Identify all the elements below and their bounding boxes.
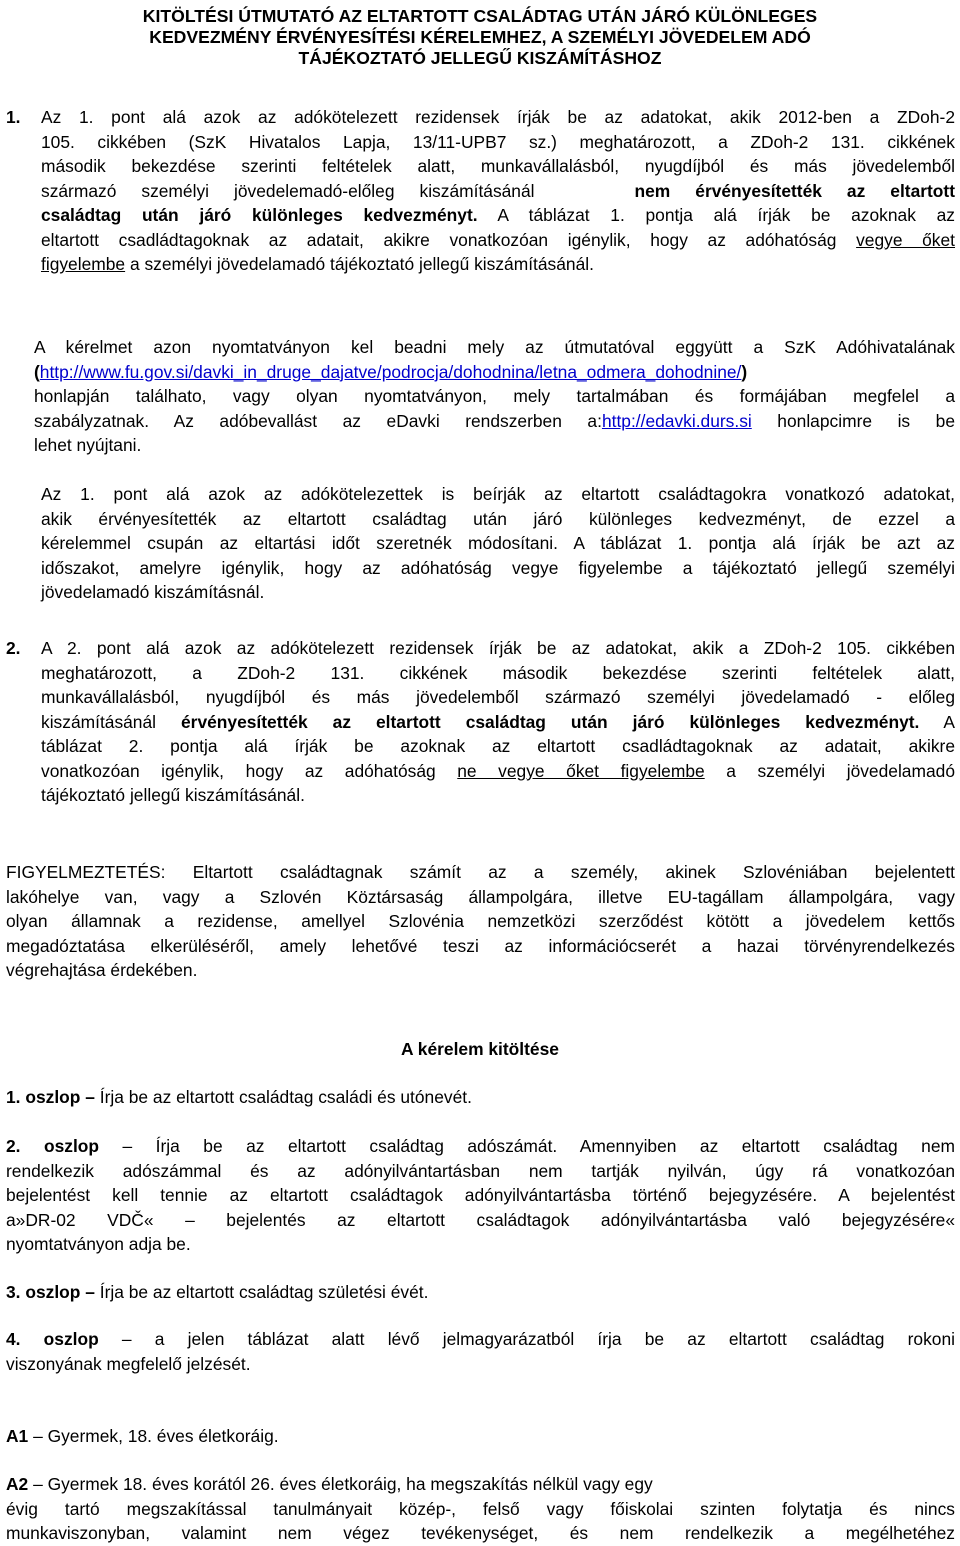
text-line: FIGYELMEZTETÉS: Eltartott családtagnak számít az a személy, akinek Szlovéniában bejelentett	[6, 862, 955, 882]
column-label: 3. oszlop	[6, 1282, 81, 1302]
text-line: Az 1. pont alá azok az adókötelezett rezidensek írják be az adatokat, akik 2012-ben a ZDoh-2	[41, 107, 955, 127]
text-line: kérelemmel csupán az eltartási időt szeretnék módosítani. A táblázat 1. pontja alá írják be azt az	[41, 533, 955, 553]
text-line: A kérelmet azon nyomtatványon kel beadni mely az útmutatóval eggyütt a SzK Adóhivatalának	[34, 337, 955, 357]
text-line: viszonyának megfelelő jelzését.	[6, 1353, 251, 1374]
legend-a1	[6, 1424, 955, 1449]
bold-text: családtag után járó különleges kedvezményt.	[41, 205, 478, 225]
bracket: (	[34, 361, 40, 382]
text-segment: vonatkozóan igénylik, hogy az adóhatóság	[41, 760, 458, 781]
text-line: bejelentést kell tennie az eltartott családtagok adónyilvántartásba történő bejegyzésére. A bejelentést	[6, 1185, 955, 1205]
text-line	[34, 409, 955, 434]
underlined-text: figyelembe	[41, 254, 126, 274]
column-label: 2. oszlop	[6, 1136, 100, 1156]
text-line: a»DR-02 VDČ« – bejelentés az eltartott családtagok adónyilvántartásba való bejegyzésére«	[6, 1209, 955, 1230]
text-line: második bekezdése szerinti feltételek alatt, munkavállalásból, nyugdíjból és más jövedelemből	[41, 156, 955, 176]
text-line	[41, 203, 955, 228]
text-segment: – Írja be az eltartott családtag adószámát. Amennyiben az eltartott családtag nem	[99, 1136, 955, 1156]
text-segment: szabályzatnak. Az adóbevallást az eDavki rendszerben a:	[34, 410, 602, 431]
text-line: tájékoztató jellegű kiszámításánál.	[41, 785, 305, 805]
text-line: akik érvényesítették az eltartott családtag után járó különleges kedvezményt, de ezzel a	[41, 508, 955, 529]
submission-paragraph	[34, 335, 955, 458]
text-segment: – Gyermek 18. éves korától 26. éves életkoráig, ha megszakítás nélkül vagy egy	[28, 1474, 653, 1494]
text-line	[6, 1134, 955, 1159]
title-line: KEDVEZMÉNY ÉRVÉNYESÍTÉSI KÉRELEMHEZ, A SZEMÉLYI JÖVEDELEM ADÓ	[149, 27, 811, 47]
bold-text: nem érvényesítették az eltartott	[634, 180, 956, 201]
text-line	[34, 360, 955, 385]
section-number: 1.	[6, 107, 21, 127]
title-line: KITÖLTÉSI ÚTMUTATÓ AZ ELTARTOTT CSALÁDTAG UTÁN JÁRÓ KÜLÖNLEGES	[142, 6, 818, 26]
text-line: végrehajtása érdekében.	[6, 960, 198, 980]
text-line	[41, 710, 955, 735]
text-line	[6, 1424, 955, 1449]
text-line	[41, 228, 955, 253]
section-heading: A kérelem kitöltése	[401, 1039, 559, 1059]
text-line: honlapján találhato, vagy olyan nyomtatványon, mely tartalmában és formájában megfelel a	[34, 386, 955, 406]
text-line: rendelkezik adószámmal és az adónyilvántartásban nem tartják nyilván, úgy rá vonatkozóan	[6, 1160, 955, 1181]
column-4-instruction	[6, 1327, 955, 1376]
warning-paragraph	[6, 860, 955, 983]
text-line: táblázat 2. pontja alá írják be azoknak az eltartott csadládtagoknak az adatait, akikre	[41, 736, 955, 756]
text-segment: kiszámításánál	[41, 711, 182, 732]
text-segment: Írja be az eltartott családtag születési évét.	[99, 1282, 429, 1302]
text-segment: származó személyi jövedelemadó-előleg kiszámításánál	[41, 180, 535, 201]
text-line	[6, 1280, 955, 1305]
column-2-instruction	[6, 1134, 955, 1257]
text-line	[41, 252, 955, 277]
underlined-text: ne vegye őket figyelembe	[457, 760, 705, 781]
text-segment: – Gyermek, 18. éves életkoráig.	[28, 1426, 279, 1446]
column-3-instruction	[6, 1280, 955, 1305]
document-title	[0, 6, 960, 69]
text-line: munkaviszonyban, valamint nem végez tevékenységet, és nem rendelkezik a megélhetéhez	[6, 1523, 955, 1543]
text-line	[41, 179, 955, 204]
text-line: munkavállalásból, nyugdíjból és más jövedelemből származó személyi jövedelamadó - előleg	[41, 687, 955, 707]
column-label: 4. oszlop	[6, 1329, 99, 1349]
bracket: )	[741, 361, 748, 382]
section-number: 2.	[6, 638, 21, 658]
title-line: TÁJÉKOZTATÓ JELLEGŰ KISZÁMÍTÁSHOZ	[298, 48, 662, 68]
text-line: meghatározott, a ZDoh-2 131. cikkének második bekezdése szerinti feltételek alatt,	[41, 662, 955, 683]
section-1-paragraph	[41, 105, 955, 277]
dash: –	[80, 1087, 100, 1107]
text-segment: A táblázat 1. pontja alá írják be azoknak az	[477, 205, 955, 225]
column-label: 1. oszlop	[6, 1087, 81, 1107]
text-line: időszakot, amelyre igénylik, hogy az adóhatóság vegye figyelembe a tájékoztató jellegű személyi	[41, 557, 955, 578]
section-2-paragraph	[41, 636, 955, 808]
text-line: 105. cikkében (SzK Hivatalos Lapja, 13/11-UPB7 sz.) meghatározott, a ZDoh-2 131. cikkének	[41, 131, 955, 152]
text-line: A 2. pont alá azok az adókötelezett rezidensek írják be az adatokat, akik a ZDoh-2 105. cikkében	[41, 638, 955, 658]
text-line	[41, 759, 955, 784]
text-segment: honlapcimre is be	[751, 410, 955, 431]
text-line: megadóztatása elkerüléséről, amely lehetővé teszi az információcserét a hazai törvényrendelkezés	[6, 935, 955, 956]
adohivatal-link[interactable]: http://www.fu.gov.si/davki_in_druge_dajatve/podrocja/dohodnina/letna_odmera_dohodnine/	[39, 361, 742, 382]
text-line: lehet nyújtani.	[34, 435, 142, 455]
legend-code: A2	[6, 1474, 29, 1494]
text-line: évig tartó megszakítással tanulmányait közép-, felső vagy főiskolai szinten folytatja és nincs	[6, 1498, 955, 1519]
text-segment: – a jelen táblázat alatt lévő jelmagyarázatból írja be az eltartott családtag rokoni	[98, 1329, 955, 1349]
bold-text: érvényesítették az eltartott családtag után járó különleges kedvezményt.	[181, 711, 920, 732]
column-1-instruction	[6, 1085, 955, 1110]
legend-a2	[6, 1472, 955, 1546]
text-segment: a személyi jövedelamadó	[704, 760, 955, 781]
text-segment: A	[919, 711, 955, 732]
text-segment: eltartott csadládtagoknak az adatait, akikre vonatkozóan igénylik, hogy az adóhatóság	[41, 229, 857, 250]
text-segment: a személyi jövedelamadó tájékoztató jellegű kiszámításánál.	[125, 254, 594, 274]
text-line	[6, 1327, 955, 1352]
text-segment: Írja be az eltartott családtag családi és utónevét.	[99, 1087, 472, 1107]
underlined-text: vegye őket	[856, 229, 956, 250]
text-line: Az 1. pont alá azok az adókötelezettek is beírják az eltartott családtagokra vonatkozó adatokat,	[41, 484, 955, 504]
text-line: lakóhelye van, vagy a Szlovén Köztársaság állampolgára, illetve EU-tagállam állampolgára, vagy	[6, 886, 955, 907]
legend-code: A1	[6, 1426, 29, 1446]
text-line: nyomtatványon adja be.	[6, 1234, 191, 1254]
text-line: olyan államnak a rezidense, amellyel Szlovénia nemzetközi szerződést kötött a jövedelem kettős	[6, 911, 955, 931]
text-line: jövedelamadó kiszámításnál.	[41, 582, 265, 602]
text-line	[6, 1085, 955, 1110]
edavki-link[interactable]: http://edavki.durs.si	[601, 410, 752, 431]
dash: –	[80, 1282, 100, 1302]
modification-paragraph	[41, 482, 955, 605]
text-line	[6, 1472, 955, 1497]
